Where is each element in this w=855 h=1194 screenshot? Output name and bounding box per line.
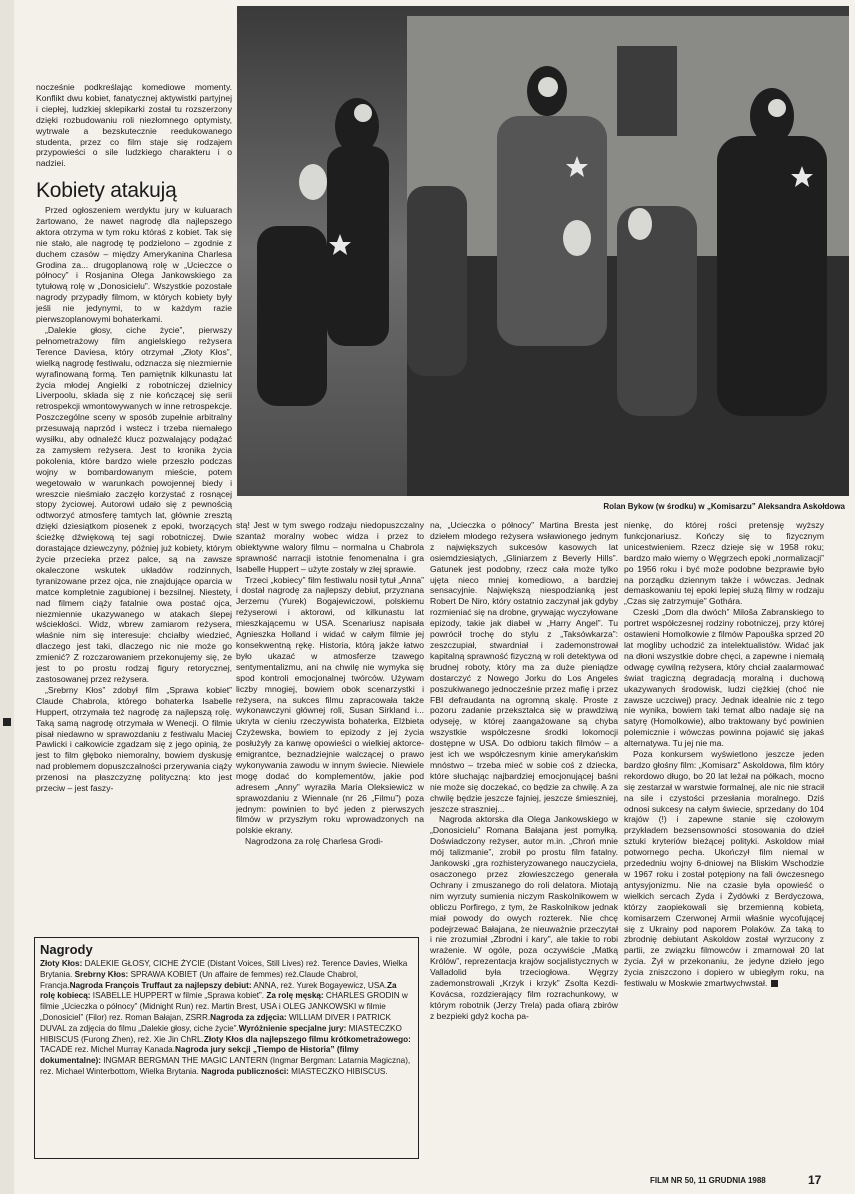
award-label: Wyróżnienie specjalne jury:: [238, 1023, 347, 1033]
section-heading: Kobiety atakują: [36, 179, 177, 202]
award-text: WILLIAM DIVER I PATRICK DUVAL za zdjęcia do filmu „Dalekie głosy, ciche życie”.: [40, 1012, 391, 1033]
paragraph: Czeski „Dom dla dwóch” Miloša Zabranskiego to portret współczesnej rodziny robotniczej, przy której ostawieni Homolkowie z filmów Papouška sprzed 20 lat mogliby uchodzić za intelektualistów. Widać jak na dłoni wszystkie dobre chęci, a zapewne i niemałą odwagę cywilną reżysera, który chciał zaalarmować świat tragiczną degradacją moralną i duchową ukazywanych środowisk, ludzi ciężkiej (choć nie zawsze uczciwej) pracy. Jednak idealnie nic z tego nie wynika, bowiem taki temat albo nadaje się na satyrę (Homolkowie), albo traktowany być powinien polemicznie i wówczas powinna pojawić się jakaś alternatywa. Tu jej nie ma.: [624, 607, 824, 749]
photo-illustration: [237, 6, 849, 496]
film-still-photo: [237, 6, 849, 496]
paragraph: „Dalekie głosy, ciche życie”, pierwszy pełnometrażowy film angielskiego reżysera Terence Daviesa, który otrzymał „Złoty Kłos”, wielką nagrodę festiwalu, odznacza się niezmiernie wyrafinowaną formą. Ten pamiętnik kilkunastu lat życia młodej Angielki z robotniczej dzielnicy Liverpoolu, składa się z nie kończącej się serii retrospekcji wmontowywanych w inne retrospekcje. Poszczególne sceny w sposób zupełnie arbitralny przesuwają naprzód i wstecz i trzeba niemałego wysiłku, aby odnaleźć klucz pozwalający podążać za zamysłem reżysera. Jest to kronika życia pokolenia, które bardzo wiele przeszło podczas wojny w bombardowanym mieście, potem wegetowało w warunkach powojennej biedy i wreszcie nieśmiało zaczęło korzystać z rosnącej stopy życiowej. Autorowi udało się z pewnością odtworzyć atmosferę tamtych lat, głównie zresztą dzięki dziesiątkom piosenek z epoki, tworzących ścieżkę dźwiękową tej sagi robotniczej. Dwie dorastające dziewczyny, później już kobiety, którym życie przecieka przez palce, są na zawsze okaleczone wskutek układów rodzinnych, tyranizowane przez ojca, nie znajdujące oparcia w matce kompletnie zagubionej i bezsilnej. Niestety, nad filmem ciąży fatalnie owa postać ojca, niezmiennie ukazywanego w atakach ślepej wściekłości. Widz, wbrew zamiarom reżysera, właśnie nim się interesuje: chciałby wiedzieć, dlaczego jest taki, dlaczego nic nie może go zmienić? Z rozczarowaniem przekonujemy się, że jest to po prostu rodzaj figury retorycznej, zastosowanej przez reżysera.: [36, 324, 232, 684]
award-label: Nagroda François Truffaut za najlepszy debiut:: [69, 980, 252, 990]
awards-list: [40, 959, 413, 1078]
paragraph-text: Poza konkursem wyświetlono jeszcze jeden bardzo głośny film: „Komisarz” Askoldowa, film który rekordowo długo, bo 20 lat leżał na półkach, mocno się zestarzał w warstwie formalnej, ale nic nie stracił na sile i czystości przesłania moralnego. Dziś odnosi sukcesy na całym świecie, sprzedany do 104 krajów (!) i zapewne stanie się czołowym przykładem bezsensowności stosowania do dzieł sztuki kryteriów bieżącej polityki. Askoldow miał potwornego pecha. Ukończył film niemal w przededniu wojny 6-dniowej na Bliskim Wschodzie w 1967 roku i został potępiony na fali ówczesnego antysyjonizmu. Nie na czasie była opowieść o wielkich sercach Żyda i Żydówki z Berdyczowa, którzy zaopiekowali się brzemienną kobietą, komisarzem Czerwonej Armii właśnie wycofującej się z Ukrainy pod naporem Polaków. Za taką to zbrodnię debiutant Askoldow został wyrzucony z partii, ze związku filmowców i zmarnował 20 lat życia. Żył w przekonaniu, że jedyne dzieło jego życia zniszczono i dopiero w ubiegłym roku, na festiwalu w Moskwie zmartwychwstał.: [624, 749, 824, 989]
margin-mark: [3, 718, 11, 726]
award-label: Srebrny Kłos:: [74, 969, 129, 979]
award-text: DALEKIE GŁOSY, CICHE ŻYCIE (Distant Voices, Still Lives) reż. Terence Davies, Wielka Brytania.: [40, 959, 408, 979]
awards-box: [34, 937, 419, 1159]
page-number: 17: [808, 1173, 822, 1187]
left-column-top: [36, 82, 232, 174]
issue-footer: FILM NR 50, 11 GRUDNIA 1988: [650, 1176, 766, 1185]
intro-paragraph: nocześnie podkreślając komediowe momenty. Konflikt dwu kobiet, fanatycznej aktywistki partyjnej i ciepłej, ludzkiej sklepikarki został tu rozszerzony dzięki rozbudowaniu roli niezłomnego optymisty, wytrwale a bezskutecznie reedukowanego studenta, przez co film staje się rodzajem przypowieści o sile ludzkiego charakteru i o nadziei.: [36, 82, 232, 169]
paragraph: Nagrodzona za rolę Charlesa Grodi-: [245, 836, 384, 847]
column-2: [236, 520, 424, 932]
award-text: INGMAR BERGMAN THE MAGIC LANTERN (Ingmar Bergman: Latarnia Magiczna), rez. Michael Winterbottom, Wielka Brytania.: [40, 1056, 411, 1076]
column-3: [430, 520, 618, 1160]
award-text: CHARLES GRODIN w filmie „Ucieczka o północy” (Midnight Run) rez. Martin Brest, USA i OLEG JANKOWSKI w filmie „Donosiciel” (Filor) rez. Roman Bałajan, ZSRR.: [40, 991, 408, 1022]
photo-caption: Rolan Bykow (w środku) w „Komisarzu” Aleksandra Askołdowa: [603, 502, 845, 511]
award-label: Złoty Kłos dla najlepszego filmu krótkometrażowego:: [203, 1034, 411, 1044]
award-label: Nagroda za zdjęcia:: [210, 1012, 287, 1022]
end-mark: [771, 980, 778, 987]
paragraph: [624, 749, 824, 989]
paragraph: Przed ogłoszeniem werdyktu jury w kuluarach żartowano, że nawet nagrodę dla najlepszego aktora otrzyma w tym roku któraś z kobiet. Tak się nie stało, ale nagrodę tę podzielono – zgodnie z duchem czasów – między Amerykanina Charlesa Grodina za... drugoplanową rolę w „Ucieczce o północy” i Rosjanina Olega Jankowskiego za tytułową rolę w „Donosicielu”. Wszystkie pozostałe nagrody przypadły filmom, w których kobiety były jeśli nie jedynymi, to w każdym razie pierwszoplanowymi bohaterkami.: [36, 205, 232, 325]
paragraph: stą! Jest w tym swego rodzaju niedopuszczalny szantaż moralny wobec widza i przez to obiektywne walory filmu – normalna u Chabrola sprawność narracji istotnie fenomenalna i gra Isabelle Huppert – użyte zostały w złej sprawie.: [236, 520, 424, 574]
award-text: ISABELLE HUPPERT w filmie „Sprawa kobiet”.: [90, 991, 267, 1001]
left-column-body: [36, 205, 232, 933]
award-label: Nagroda publiczności:: [201, 1066, 289, 1076]
award-label: Za rolę męską:: [266, 991, 324, 1001]
paragraph: „Srebrny Kłos” zdobył film „Sprawa kobiet” Claude Chabrola, którego bohaterka Isabelle Huppert, otrzymała też nagrodę za najlepszą rolę. Taką samą nagrodę otrzymała w Wenecji. O filmie pisał niedawno w sprawozdaniu z festiwalu Maciej Pawlicki i całkowicie zgadzam się z jego opinią, że jest to film głęboko niemoralny, bowiem dyskusję nad problemem dopuszczalności przerywania ciąży przenosi na płaszczyznę polityczną: kto jest przeciw – jest faszy-: [36, 684, 232, 794]
award-text: SPRAWA KOBIET (Un affaire de femmes) reż.Claude Chabrol, Francja.: [40, 969, 359, 990]
award-text: TACADE rez. Michel Murray Kanada.: [40, 1045, 175, 1055]
awards-title: Nagrody: [40, 942, 93, 957]
award-text: ANNA, reż. Yurek Bogayewicz, USA.: [251, 980, 388, 990]
award-label: Za rolę kobiecą:: [40, 980, 397, 1001]
award-text: MIASTECZKO HIBISCUS (Furong Zhen), reż. Xie Jin ChRL.: [40, 1023, 402, 1044]
paragraph: Nagroda aktorska dla Olega Jankowskiego w „Donosicielu” Romana Bałajana jest pomyłką. Doświadczony reżyser, autor m.in. „Chroń mnie mój talizmanie”, zrobił po prostu film fatalny. Jankowski „gra rozhisteryzowanego nauczyciela, osaczonego przez złowieszczego generała Ochrany i zmuszanego do roli delatora. Miotają nim wyrzuty sumienia niczym Raskolnikowem w obliczu Porfirego, z tym, że Raskolnikow jednak miał powody do owych rozterek. Nie chcę podejrzewać Bałajana, że nieuważnie przeczytał i nie zrozumiał „Zbrodni i kary”, ale takie to robi wrażenie. W ogóle, poza oczywiście „Matką Królów”, reprezentacja krajów socjalistycznych w Valladolid była trzeciogłowa. Węgrzy zademonstrowali „Krzyk i krzyk” Zsolta Kezdi-Kovácsa, rozdzierający film rozrachunkowy, w którym robotnik (Jerzy Trela) pada ofiarą zbirów z bezpieki gdyż kocha pa-: [430, 814, 618, 1021]
paragraph: Trzeci „kobiecy” film festiwalu nosił tytuł „Anna” i dostał nagrodę za najlepszy debiut, przyznana Jerzemu (Yurek) Bogajewiczowi, polskiemu reżyserowi i aktorowi, od kilkunastu lat mieszkającemu w USA. Scenariusz napisała Agnieszka Holland i widać w całym filmie jej konsekwentną rękę. Historia, którą jakże łatwo było ukazać w atmosferze tzawego sentymentalizmu, ani na chwilę nie wymyka się spod kontroli emocjonalnej twórców. Używam liczby mnogiej, bowiem obok scenarzystki i reżysera, na sukces filmu zapracowała także wykonawczyni głównej roli, Susan Sirkland i... ukryta w cieniu rzeczywista bohaterka, Elżbieta Czyżewska, bowiem to epizody z jej życia posłużyły za kanwę opowieści o wielkiej aktorce-emigrantce, beznadziejnie walczącej o prawo wykonywania zawodu w innym świecie. Niewiele mogę dodać do komplementów, jakie pod adresem „Anny” wyraziła Maria Oleksiewicz w sprawozdaniu z Wiennale (nr 26 „Filmu”) poza jednym: powinien to być jeden z pierwszych filmów w przyszłym roku wprowadzonych na polskie ekrany.: [236, 574, 424, 836]
paragraph: nienkę, do której rości pretensję wyższy funkcjonariusz. Kończy się to fizycznym unicestwieniem. Rzecz dzieje się w 1958 roku; bardzo mało wiemy o Węgrzech epoki „normalizacji” po 1956 roku i być może podobne bezprawie było na porządku dziennym także i wówczas. Jednak demaskowaniu tej epoki lepiej służą filmy w rodzaju „Czas się zatrzymuje” Gothára.: [624, 520, 824, 607]
column-4: [624, 520, 824, 1160]
paragraph: na, „Ucieczka o północy” Martina Bresta jest dziełem młodego reżysera wsławionego jednym z największych sukcesów kasowych lat osiemdziesiątych, „Gliniarzem z Beverly Hills”. Gatunek jest podobny, rzecz cała może tylko ujęta nieco mniej komediowo, a bardziej sensacyjnie. Największą niespodzianką jest Robert De Niro, który ostatnio zaczynał jak gdyby rozmieniać się na drobne, grywając wyczyłowane epizody, takie jak diabeł w „Harry Angel”. Tu powrócił trochę do stylu z „Taksówkarza”: zeszczupiał, stwardniał i zademonstrował kapitalną sprawność fizyczną w roli detektywa od brudnej roboty, który ma za duże pieniądze dostarczyć z Nowego Jorku do Los Angeles poszukiwanego jednocześnie przez mafię i przez FBI defraudanta na ogromną skalę. Proste z pozoru zadanie przekształca się w prawdziwą odyseję, w której zaangażowane są chyba wszystkie współczesne środki lokomocji dostępne w USA. Do odbioru takich filmów – a jest ich we współczesnym kinie amerykańskim mnóstwo – trzeba mieć w sobie coś z dziecka, które słuchając najbardziej emocjonującej baśni nie może się doczekać, co będzie za chwilę. A za chwilę będzie jeszcze fajniej, jeszcze śmieszniej, jeszcze straszniej...: [430, 520, 618, 814]
page-edge: [0, 0, 14, 1194]
award-text: MIASTECZKO HIBISCUS.: [288, 1066, 388, 1076]
award-label: Złoty Kłos:: [40, 959, 83, 968]
award-label: Nagroda jury sekcji „Tiempo de Historia” (filmy dokumentalne):: [40, 1045, 359, 1066]
